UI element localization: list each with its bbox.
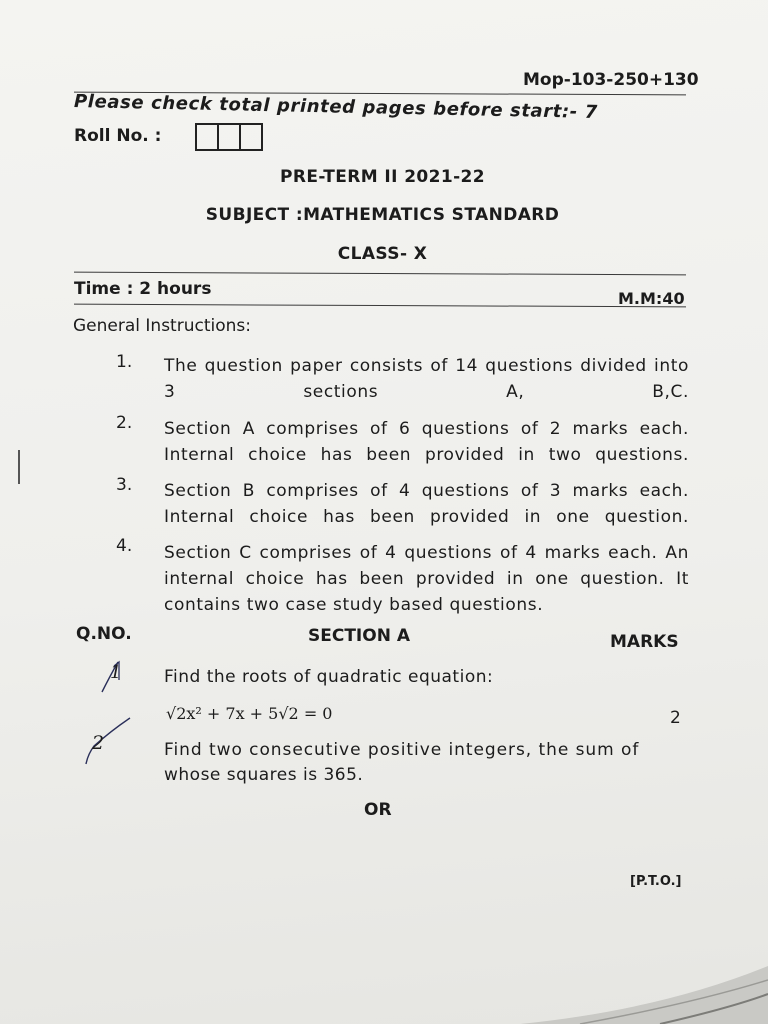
general-instructions-heading: General Instructions: bbox=[73, 316, 251, 336]
margin-mark bbox=[18, 450, 20, 484]
instruction-number: 1. bbox=[116, 352, 133, 372]
instruction-text: Section A comprises of 6 questions of 2 marks each. Internal choice has been provided in two questions. bbox=[164, 419, 689, 465]
page-curl-shadow bbox=[520, 960, 768, 1024]
question-number-2: 2 bbox=[92, 732, 105, 754]
max-marks: M.M:40 bbox=[618, 289, 685, 308]
roll-no-digit-box[interactable] bbox=[195, 123, 219, 151]
instruction-text: Section B comprises of 4 questions of 3 marks each. Internal choice has been provided in one question. bbox=[164, 481, 689, 527]
question-2-text-line-2: whose squares is 365. bbox=[164, 765, 364, 785]
instruction-number: 3. bbox=[116, 475, 133, 495]
roll-no-digit-box[interactable] bbox=[239, 123, 263, 151]
question-2-text-line-1: Find two consecutive positive integers, the sum of bbox=[164, 740, 640, 760]
roll-no-label: Roll No. : bbox=[74, 126, 162, 146]
paper-reference-code: Mop-103-250+130 bbox=[523, 70, 699, 90]
class-title: CLASS- X bbox=[337, 244, 428, 264]
page-turn-note: [P.T.O.] bbox=[630, 874, 682, 889]
roll-no-boxes[interactable] bbox=[195, 123, 261, 151]
instruction-text: The question paper consists of 14 questions divided into 3 sections A, B,C. bbox=[164, 356, 689, 402]
check-pages-note: Please check total printed pages before start:- 7 bbox=[73, 91, 599, 123]
time-bottom-rule bbox=[74, 304, 686, 308]
roll-no-digit-box[interactable] bbox=[217, 123, 241, 151]
exam-title: PRE-TERM II 2021-22 bbox=[279, 167, 486, 187]
question-1-marks: 2 bbox=[670, 708, 681, 728]
time-top-rule bbox=[74, 272, 686, 276]
section-title: SECTION A bbox=[308, 626, 411, 646]
or-label: OR bbox=[364, 800, 392, 820]
question-1-text: Find the roots of quadratic equation: bbox=[164, 667, 494, 687]
handwritten-tick-icon bbox=[82, 716, 134, 766]
quadratic-equation: √2x² + 7x + 5√2 = 0 bbox=[166, 704, 333, 723]
instruction-number: 2. bbox=[116, 413, 133, 433]
question-number-1: 1 bbox=[110, 662, 122, 683]
instruction-text: Section C comprises of 4 questions of 4 marks each. An internal choice has been provided in one question. It contains two case study based questions. bbox=[164, 543, 689, 615]
instruction-number: 4. bbox=[116, 536, 133, 556]
question-number-column-label: Q.NO. bbox=[76, 624, 132, 644]
time-allowed: Time : 2 hours bbox=[74, 279, 212, 299]
subject-title: SUBJECT :MATHEMATICS STANDARD bbox=[205, 205, 560, 225]
marks-column-label: MARKS bbox=[610, 632, 679, 652]
